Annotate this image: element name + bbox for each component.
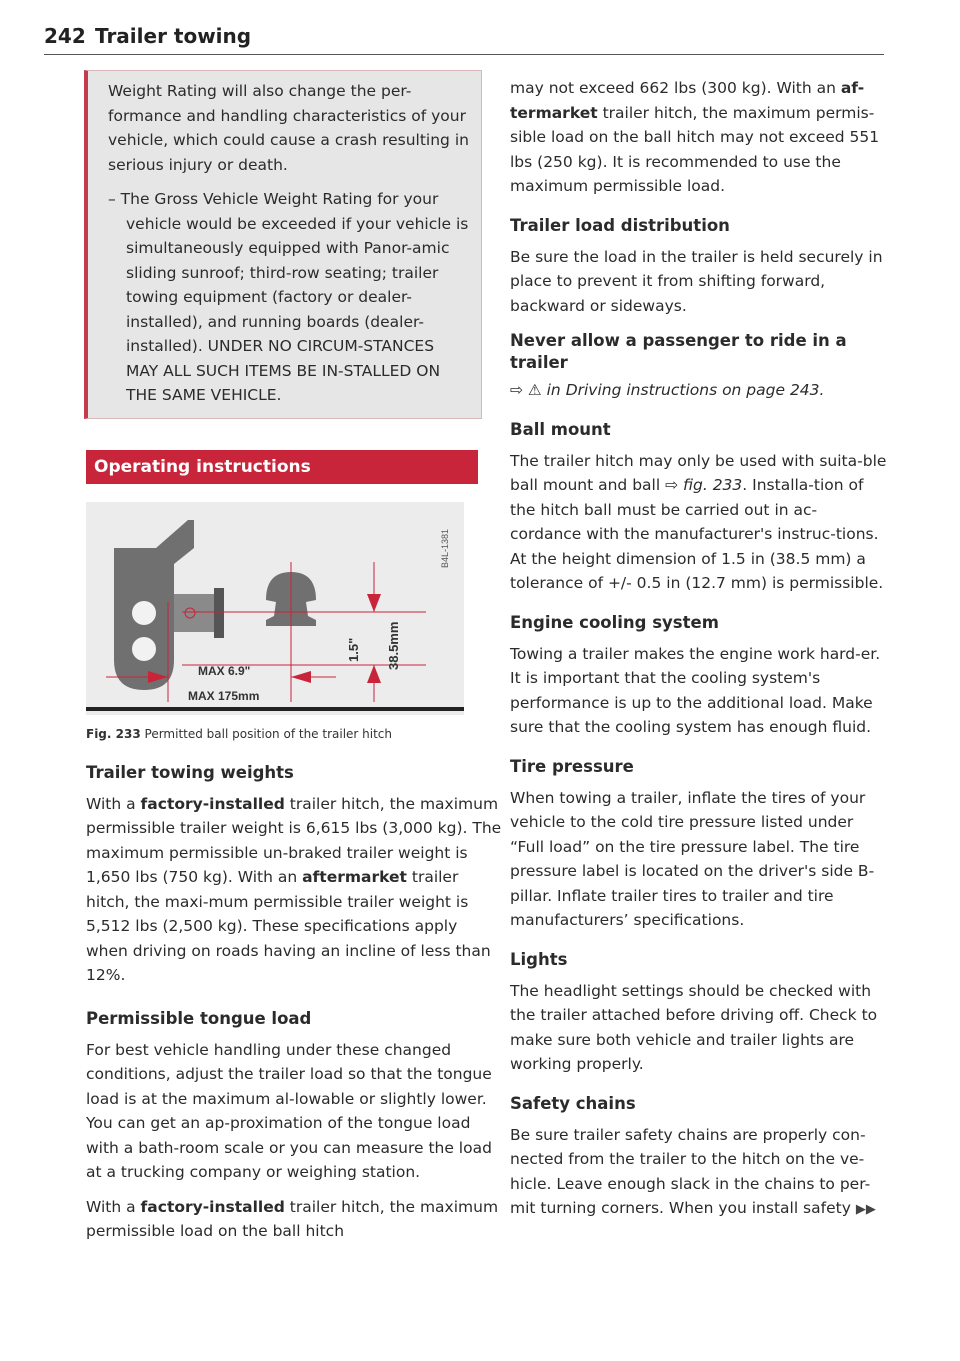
height-mm-label: 38.5mm: [386, 621, 401, 670]
heading-lights: Lights: [510, 949, 568, 969]
paragraph-engine-cooling: Towing a trailer makes the engine work hard-er. It is important that the cooling system's performance is up to the additional load. Make sure that the cooling system has enough fluid.: [510, 644, 881, 736]
hitch-diagram: [86, 502, 464, 715]
paragraph-ball-mount: The trailer hitch may only be used with suita-ble ball mount and ball ⇨ fig. 233. Installa-tion of the hitch ball must be carried out in ac-cordance with the manufacturer's instruc-tions. At the height dimension of 1.5 in (38.5 mm) a tolerance of +/- 0.5 in (12.7 mm) is permissible.: [510, 451, 887, 592]
width-arrow-right: [291, 671, 311, 683]
height-in-label: 1.5": [346, 637, 361, 662]
figure-reference-link[interactable]: ⇨ fig. 233: [665, 476, 743, 494]
section-heading: Operating instructions: [86, 450, 478, 484]
cross-reference-warning[interactable]: ⇨ ⚠ in Driving instructions on page 243.: [510, 381, 825, 399]
ball-mount-flange: [214, 588, 224, 638]
paragraph-ball-load: may not exceed 662 lbs (300 kg). With an af-termarket trailer hitch, the maximum permis-sible load on the ball hitch may not exceed 551 lbs (250 kg). It is recommended to use the maximum permissible load.: [510, 79, 880, 195]
heading-engine-cooling: Engine cooling system: [510, 612, 719, 632]
figure-caption: [86, 726, 504, 742]
height-arrow-bottom: [367, 665, 381, 683]
continue-arrow-icon: ▶▶: [855, 1202, 876, 1217]
paragraph-tire-pressure: When towing a trailer, inflate the tires of your vehicle to the cold tire pressure listed under “Full load” on the tire pressure label. The tire pressure label is located on the driver's side B-pillar. Inflate trailer tires to trailer and tire manufacturers’ specifications.: [510, 788, 875, 929]
heading-tongue-load: Permissible tongue load: [86, 1008, 312, 1028]
right-column: [510, 76, 888, 1231]
max-mm-label: MAX 175mm: [188, 688, 260, 703]
paragraph-tongue-2: With a factory-installed trailer hitch, the maximum permissible load on the ball hitch: [86, 1197, 499, 1240]
warning-box: [84, 70, 482, 419]
warning-intro: Weight Rating will also change the per-formance and handling characteristics of your vehicle, which could cause a crash resulting in serious injury or death.: [108, 82, 469, 174]
left-column: [86, 70, 504, 1254]
heading-load-distribution: Trailer load distribution: [510, 215, 730, 235]
figure-number: Fig. 233: [86, 726, 141, 741]
height-arrow-top: [367, 594, 381, 612]
paragraph-load-distribution: Be sure the load in the trailer is held securely in place to prevent it from shifting forward, backward or sideways.: [510, 247, 883, 315]
max-in-label: MAX 6.9": [198, 663, 251, 678]
paragraph-weights: With a factory-installed trailer hitch, the maximum permissible trailer weight is 6,615 lbs (3,000 kg). The maximum permissible un-braked trailer weight is 1,650 lbs (750 kg). With an aftermarket trailer hitch, the maxi-mum permissible trailer weight is 5,512 lbs (2,500 kg). These specifications apply when driving on roads having an incline of less than 12%.: [86, 794, 502, 984]
running-title: Trailer towing: [95, 24, 252, 48]
heading-ball-mount: Ball mount: [510, 419, 611, 439]
paragraph-lights: The headlight settings should be checked with the trailer attached before driving off. Check to make sure both vehicle and trailer lights are working properly.: [510, 981, 878, 1073]
hitch-figure: [86, 502, 464, 715]
page-number: 242: [44, 24, 86, 48]
paragraph-tongue-1: For best vehicle handling under these changed conditions, adjust the trailer load so that the tongue load is at the maximum al-lowable or slightly lower. You can get an ap-proximation of the tongue load with a bath-room scale or you can measure the load at a trucking company or weighing station.: [86, 1040, 492, 1181]
heading-trailer-towing-weights: Trailer towing weights: [86, 762, 294, 782]
ball-mount-body: [174, 594, 214, 632]
figure-code: B4L-1381: [440, 528, 450, 568]
heading-safety-chains: Safety chains: [510, 1093, 636, 1113]
page-header: [44, 22, 884, 55]
figure-caption-text: Permitted ball position of the trailer hitch: [144, 726, 393, 741]
heading-tire-pressure: Tire pressure: [510, 756, 634, 776]
paragraph-safety-chains: Be sure trailer safety chains are properly con-nected from the trailer to the hitch on the ve-hicle. Leave enough slack in the chains to per-mit turning corners. When you install safety ▶▶: [510, 1125, 876, 1217]
heading-no-passenger: Never allow a passenger to ride in a trailer: [510, 331, 847, 372]
hitch-hole-lower: [132, 637, 156, 661]
hitch-hole-upper: [132, 601, 156, 625]
warning-item: – The Gross Vehicle Weight Rating for your vehicle would be exceeded if your vehicle is simultaneously equipped with Panor-amic sliding sunroof; third-row seating; trailer towing equipment (factory or dealer-installed), and running boards (dealer-installed). UNDER NO CIRCUM-STANCES MAY ALL SUCH ITEMS BE IN-STALLED ON THE SAME VEHICLE.: [108, 190, 469, 404]
